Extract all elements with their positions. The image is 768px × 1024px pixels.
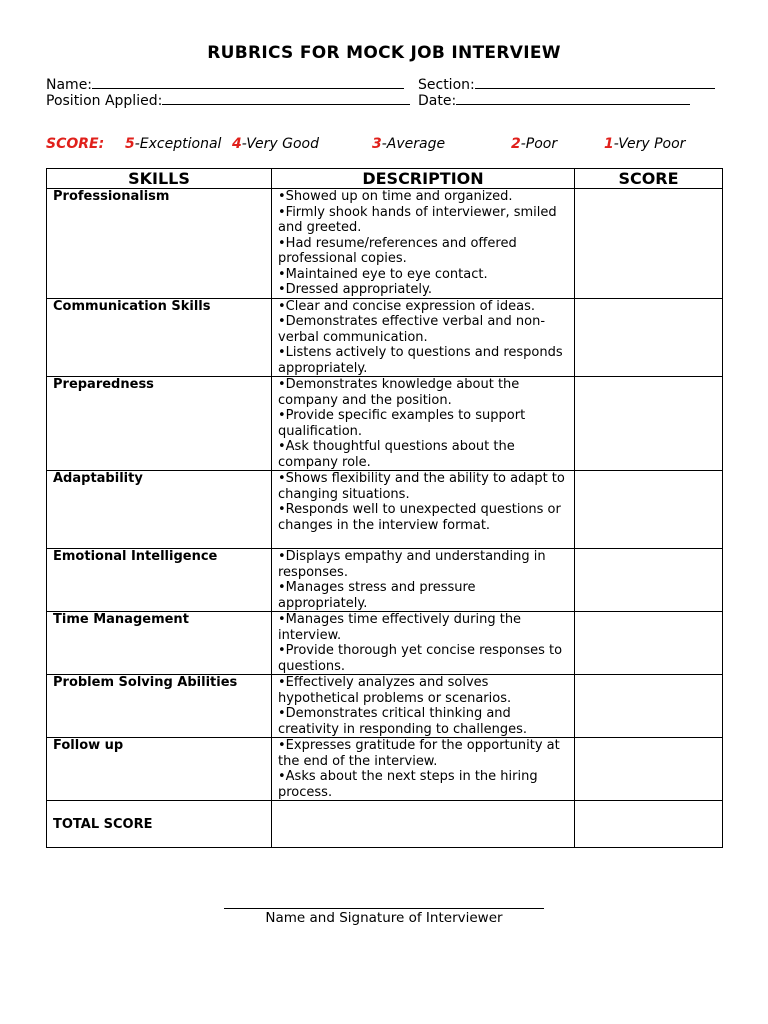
header-score: SCORE: [575, 169, 723, 189]
table-row: [47, 471, 723, 549]
skill-cell: Preparedness: [47, 377, 272, 471]
skill-cell: Time Management: [47, 612, 272, 675]
skill-cell: Follow up: [47, 738, 272, 801]
score-cell[interactable]: [575, 298, 723, 377]
position-blank[interactable]: [162, 90, 410, 105]
score-cell[interactable]: [575, 377, 723, 471]
rubric-table: [46, 168, 723, 848]
skill-cell: Problem Solving Abilities: [47, 675, 272, 738]
date-field[interactable]: [418, 90, 690, 109]
score-legend-label: SCORE:: [46, 136, 105, 152]
section-blank[interactable]: [475, 74, 715, 89]
table-row: [47, 189, 723, 299]
table-row: [47, 377, 723, 471]
description-cell: •Expresses gratitude for the opportunity at the end of the interview. •Asks about the next steps in the hiring process.: [272, 738, 575, 801]
signature-line[interactable]: [224, 908, 544, 909]
total-description-cell: [272, 801, 575, 848]
total-score-label: TOTAL SCORE: [47, 801, 272, 848]
description-cell: •Manages time effectively during the interview. •Provide thorough yet concise responses to questions.: [272, 612, 575, 675]
score-legend-item: 5-Exceptional: [125, 136, 222, 152]
position-label: Position Applied:: [46, 93, 163, 109]
description-cell: •Effectively analyzes and solves hypothetical problems or scenarios. •Demonstrates critical thinking and creativity in responding to challenges.: [272, 675, 575, 738]
score-cell[interactable]: [575, 738, 723, 801]
score-cell[interactable]: [575, 549, 723, 612]
description-cell: •Displays empathy and understanding in responses. •Manages stress and pressure appropriately.: [272, 549, 575, 612]
description-cell: •Shows flexibility and the ability to adapt to changing situations. •Responds well to unexpected questions or changes in the interview format.: [272, 471, 575, 549]
table-row: [47, 675, 723, 738]
score-legend-item: 2-Poor: [511, 136, 558, 152]
page-title: RUBRICS FOR MOCK JOB INTERVIEW: [207, 43, 561, 63]
score-cell[interactable]: [575, 471, 723, 549]
position-field[interactable]: [46, 90, 410, 109]
total-row: [47, 801, 723, 848]
score-legend-item: 1-Very Poor: [604, 136, 686, 152]
header-skills: SKILLS: [47, 169, 272, 189]
date-label: Date:: [418, 93, 457, 109]
table-row: [47, 612, 723, 675]
skill-cell: Adaptability: [47, 471, 272, 549]
table-row: [47, 298, 723, 377]
name-label: Name:: [46, 77, 93, 93]
skill-cell: Emotional Intelligence: [47, 549, 272, 612]
table-row: [47, 549, 723, 612]
date-blank[interactable]: [456, 90, 690, 105]
description-cell: •Clear and concise expression of ideas. •Demonstrates effective verbal and non-verbal communication. •Listens actively to questions and responds appropriately.: [272, 298, 575, 377]
skill-cell: Professionalism: [47, 189, 272, 299]
section-label: Section:: [418, 77, 475, 93]
header-description: DESCRIPTION: [272, 169, 575, 189]
table-row: [47, 738, 723, 801]
score-cell[interactable]: [575, 612, 723, 675]
score-cell[interactable]: [575, 675, 723, 738]
signature-label: Name and Signature of Interviewer: [265, 910, 503, 926]
score-legend-item: 4-Very Good: [232, 136, 319, 152]
score-legend-item: 3-Average: [372, 136, 446, 152]
skill-cell: Communication Skills: [47, 298, 272, 377]
total-score-cell[interactable]: [575, 801, 723, 848]
score-cell[interactable]: [575, 189, 723, 299]
name-blank[interactable]: [92, 74, 404, 89]
description-cell: •Demonstrates knowledge about the company and the position. •Provide specific examples to support qualification. •Ask thoughtful questions about the company role.: [272, 377, 575, 471]
description-cell: •Showed up on time and organized. •Firmly shook hands of interviewer, smiled and greeted. •Had resume/references and offered professional copies. •Maintained eye to eye contact. •Dressed appropriately.: [272, 189, 575, 299]
